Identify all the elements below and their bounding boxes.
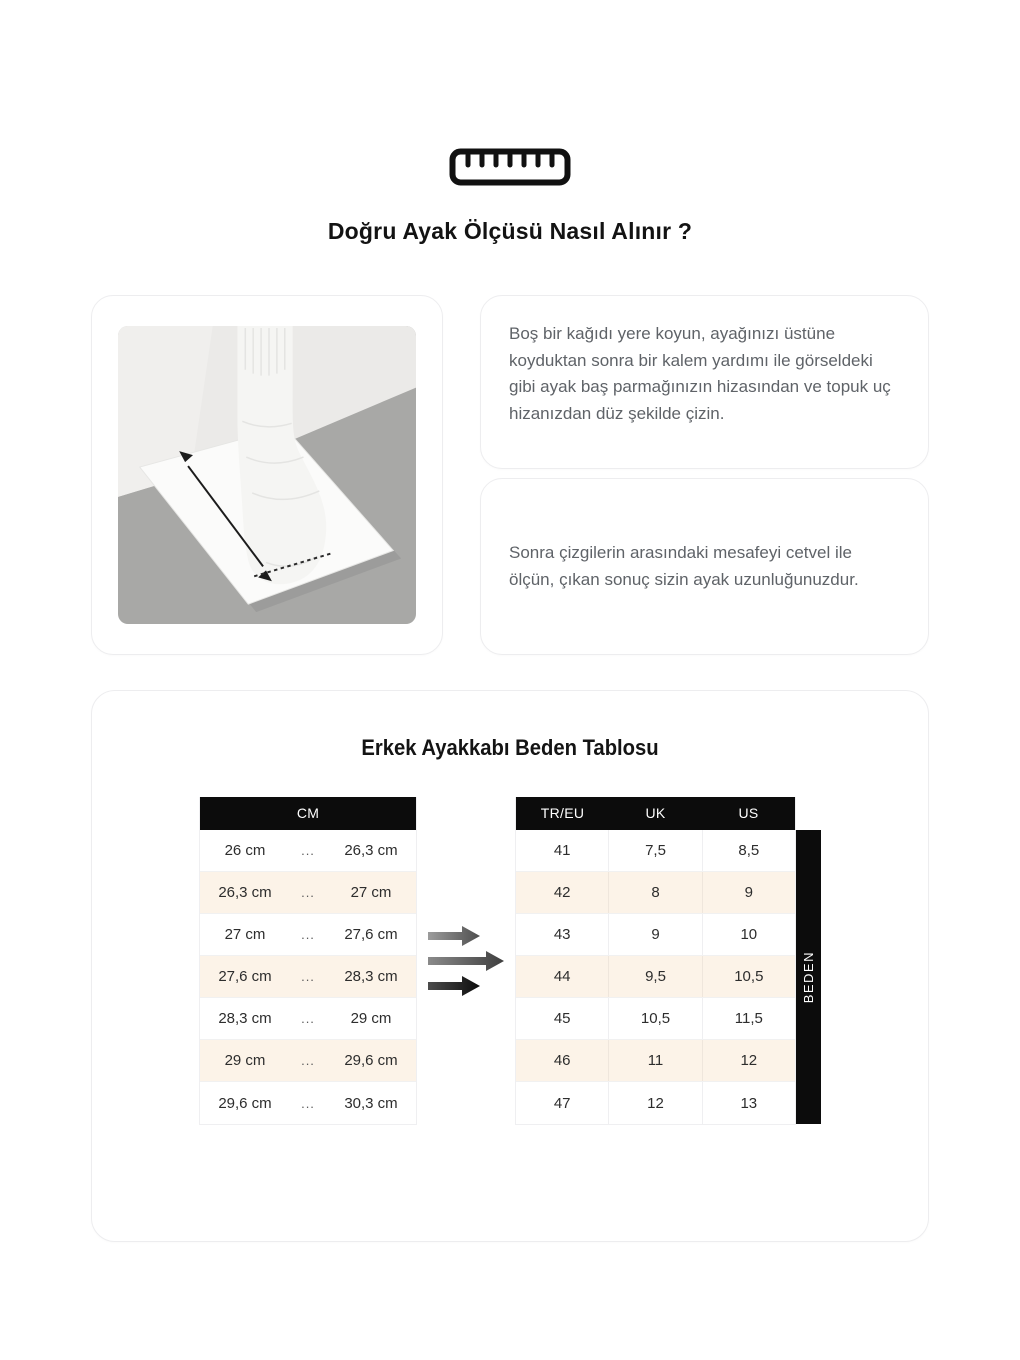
tr-eu-value: 47	[516, 1082, 609, 1124]
uk-value: 10,5	[609, 998, 702, 1039]
us-value: 13	[740, 1094, 758, 1112]
tr-eu-value: 43	[516, 914, 609, 955]
tr-eu-value: 45	[516, 998, 609, 1039]
table-row	[516, 830, 795, 872]
cm-table-header: CM	[200, 797, 416, 830]
cm-from: 27,6 cm	[218, 968, 272, 985]
cm-from: 29 cm	[224, 1052, 266, 1069]
uk-value: 9	[609, 914, 702, 955]
howto-section	[91, 295, 929, 655]
cm-from: 26 cm	[224, 842, 266, 859]
step2-text: Sonra çizgilerin arasındaki mesafeyi cetvel ile ölçün, çıkan sonuç sizin ayak uzunluğunuzdur.	[509, 542, 859, 589]
range-dots: ...	[301, 843, 315, 858]
cm-to: 27,6 cm	[344, 926, 398, 943]
uk-value: 9,5	[609, 956, 702, 997]
us-value: 12	[740, 1052, 758, 1069]
uk-value: 12	[609, 1082, 702, 1124]
range-dots: ...	[301, 1011, 315, 1026]
cm-from: 28,3 cm	[218, 1010, 272, 1027]
foot-measurement-photo	[118, 326, 416, 624]
table-row	[200, 1040, 416, 1082]
table-row	[200, 1082, 416, 1124]
howto-steps	[480, 295, 929, 655]
cm-to: 29,6 cm	[344, 1052, 398, 1069]
table-row	[516, 872, 795, 914]
us-value: 11,5	[734, 1010, 763, 1027]
cm-to: 28,3 cm	[344, 968, 398, 985]
cm-to: 30,3 cm	[344, 1094, 398, 1112]
table-row	[516, 1040, 795, 1082]
tr-eu-value: 44	[516, 956, 609, 997]
tables-row	[92, 797, 928, 1125]
table-row	[200, 956, 416, 998]
cm-range-table	[199, 797, 417, 1125]
measurement-image-card	[91, 295, 443, 655]
range-dots: ...	[301, 885, 315, 900]
cm-from: 27 cm	[224, 926, 266, 943]
table-row	[200, 914, 416, 956]
uk-value: 11	[609, 1040, 702, 1081]
table-row	[200, 830, 416, 872]
cm-to: 26,3 cm	[344, 842, 398, 859]
cm-to: 27 cm	[350, 884, 392, 901]
us-value: 9	[744, 884, 753, 901]
size-conversion-table	[515, 797, 796, 1125]
cm-from: 26,3 cm	[218, 884, 272, 901]
step1-text: Boş bir kağıdı yere koyun, ayağınızı üstüne koyduktan sonra bir kalem yardımı ile görseldeki gibi ayak baş parmağınızın hizasından ve topuk uç hizanızdan düz şekilde çizin.	[509, 324, 891, 423]
size-table-title: Erkek Ayakkabı Beden Tablosu	[361, 735, 659, 760]
table-row	[516, 998, 795, 1040]
us-value: 10	[740, 926, 758, 943]
tr-eu-value: 42	[516, 872, 609, 913]
page-title: Doğru Ayak Ölçüsü Nasıl Alınır ?	[327, 218, 693, 244]
beden-text: BEDEN	[801, 950, 816, 1004]
tr-eu-value: 46	[516, 1040, 609, 1081]
us-value: 8,5	[738, 842, 760, 859]
table-row	[516, 914, 795, 956]
header-uk: UK	[645, 805, 666, 821]
table-row	[516, 1082, 795, 1124]
howto-header	[0, 148, 1020, 245]
size-table-card	[91, 690, 929, 1242]
step1-card	[480, 295, 929, 469]
uk-value: 8	[609, 872, 702, 913]
beden-axis-label	[796, 830, 821, 1124]
table-row	[516, 956, 795, 998]
range-dots: ...	[301, 969, 315, 984]
cm-from: 29,6 cm	[218, 1094, 272, 1112]
us-value: 10,5	[734, 968, 764, 985]
range-dots: ...	[301, 1053, 315, 1068]
table-row	[200, 872, 416, 914]
table-row	[200, 998, 416, 1040]
step2-card	[480, 478, 929, 655]
range-dots: ...	[301, 927, 315, 942]
conversion-arrows-icon	[417, 924, 515, 998]
header-us: US	[738, 805, 759, 821]
header-tr-eu: TR/EU	[540, 805, 585, 821]
cm-to: 29 cm	[350, 1010, 392, 1027]
tr-eu-value: 41	[516, 830, 609, 871]
uk-value: 7,5	[609, 830, 702, 871]
size-table-header-row	[516, 797, 795, 830]
range-dots: ...	[301, 1095, 315, 1111]
ruler-icon	[0, 148, 1020, 186]
